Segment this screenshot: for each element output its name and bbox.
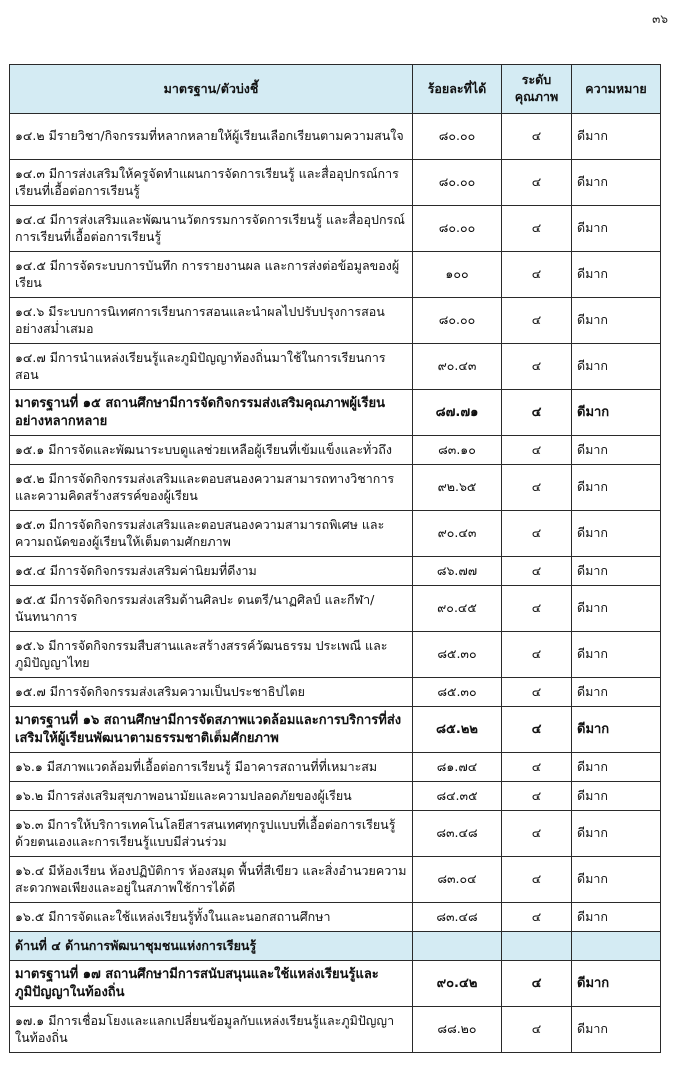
percent-cell: ๘๔.๓๕ [413,782,502,811]
table-row [10,811,661,857]
percent-cell: ๘๕.๓๐ [413,632,502,678]
indicator-cell: มาตรฐานที่ ๑๗ สถานศึกษามีการสนับสนุนและใช้แหล่งเรียนรู้และภูมิปัญญาในท้องถิ่น [10,961,413,1007]
meaning-cell: ดีมาก [572,961,661,1007]
meaning-cell: ดีมาก [572,114,661,160]
table-row [10,511,661,557]
meaning-cell: ดีมาก [572,436,661,465]
header-standard: มาตรฐาน/ตัวบ่งชี้ [10,65,413,114]
level-cell: ๔ [502,811,572,857]
level-cell: ๔ [502,557,572,586]
table-row [10,465,661,511]
level-cell: ๔ [502,632,572,678]
meaning-cell: ดีมาก [572,465,661,511]
level-cell: ๔ [502,465,572,511]
indicator-cell: ๑๖.๑ มีสภาพแวดล้อมที่เอื้อต่อการเรียนรู้ มีอาคารสถานที่ที่เหมาะสม [10,753,413,782]
indicator-cell: ๑๖.๕ มีการจัดและใช้แหล่งเรียนรู้ทั้งในและนอกสถานศึกษา [10,903,413,932]
standard-row [10,390,661,436]
indicator-cell: ๑๔.๗ มีการนำแหล่งเรียนรู้และภูมิปัญญาท้องถิ่นมาใช้ในการเรียนการสอน [10,344,413,390]
level-cell: ๔ [502,1007,572,1053]
level-cell: ๔ [502,252,572,298]
level-cell: ๔ [502,707,572,753]
percent-cell: ๙๒.๖๕ [413,465,502,511]
table-row [10,753,661,782]
table-row [10,1007,661,1053]
percent-cell: ๘๐.๐๐ [413,298,502,344]
header-level: ระดับ คุณภาพ [502,65,572,114]
table-row [10,678,661,707]
table-row [10,857,661,903]
percent-cell: ๘๘.๒๐ [413,1007,502,1053]
indicator-cell: มาตรฐานที่ ๑๖ สถานศึกษามีการจัดสภาพแวดล้อมและการบริการที่ส่งเสริมให้ผู้เรียนพัฒนาตามธรรมชาติเต็มศักยภาพ [10,707,413,753]
indicator-cell: ๑๕.๔ มีการจัดกิจกรรมส่งเสริมค่านิยมที่ดีงาม [10,557,413,586]
percent-cell: ๑๐๐ [413,252,502,298]
indicator-cell: ๑๖.๓ มีการให้บริการเทคโนโลยีสารสนเทศทุกรูปแบบที่เอื้อต่อการเรียนรู้ด้วยตนเองและการเรียนรู้แบบมีส่วนร่วม [10,811,413,857]
indicator-cell: ๑๔.๖ มีระบบการนิเทศการเรียนการสอนและนำผลไปปรับปรุงการสอนอย่างสม่ำเสมอ [10,298,413,344]
indicator-cell: ๑๕.๕ มีการจัดกิจกรรมส่งเสริมด้านศิลปะ ดนตรี/นาฏศิลป์ และกีฬา/นันทนาการ [10,586,413,632]
indicator-cell: ๑๔.๒ มีรายวิชา/กิจกรรมที่หลากหลายให้ผู้เรียนเลือกเรียนตามความสนใจ [10,114,413,160]
meaning-cell: ดีมาก [572,782,661,811]
level-cell: ๔ [502,206,572,252]
level-cell: ๔ [502,298,572,344]
table-row [10,586,661,632]
meaning-cell: ดีมาก [572,707,661,753]
percent-cell: ๙๐.๔๕ [413,586,502,632]
meaning-cell: ดีมาก [572,1007,661,1053]
meaning-cell: ดีมาก [572,903,661,932]
percent-cell: ๘๓.๔๘ [413,903,502,932]
table-row [10,782,661,811]
percent-cell: ๙๐.๔๓ [413,344,502,390]
level-cell: ๔ [502,857,572,903]
standard-row [10,961,661,1007]
table-row [10,632,661,678]
level-cell: ๔ [502,436,572,465]
level-cell: ๔ [502,586,572,632]
standard-row [10,707,661,753]
percent-cell: ๘๕.๓๐ [413,678,502,707]
indicator-cell: มาตรฐานที่ ๑๕ สถานศึกษามีการจัดกิจกรรมส่งเสริมคุณภาพผู้เรียนอย่างหลากหลาย [10,390,413,436]
meaning-cell: ดีมาก [572,206,661,252]
percent-cell: ๘๕.๒๒ [413,707,502,753]
indicator-cell: ๑๔.๔ มีการส่งเสริมและพัฒนานวัตกรรมการจัดการเรียนรู้ และสื่ออุปกรณ์การเรียนที่เอื้อต่อการเรียนรู้ [10,206,413,252]
meaning-cell: ดีมาก [572,678,661,707]
percent-cell: ๘๐.๐๐ [413,160,502,206]
meaning-cell: ดีมาก [572,857,661,903]
percent-cell [413,932,502,961]
meaning-cell: ดีมาก [572,344,661,390]
level-cell: ๔ [502,961,572,1007]
meaning-cell: ดีมาก [572,390,661,436]
table-body [10,114,661,1053]
table-row [10,436,661,465]
percent-cell: ๘๖.๗๗ [413,557,502,586]
indicator-cell: ๑๕.๓ มีการจัดกิจกรรมส่งเสริมและตอบสนองความสามารถพิเศษ และความถนัดของผู้เรียนให้เต็มตามศักยภาพ [10,511,413,557]
indicator-cell: ๑๔.๓ มีการส่งเสริมให้ครูจัดทำแผนการจัดการเรียนรู้ และสื่ออุปกรณ์การเรียนที่เอื้อต่อการเรียนรู้ [10,160,413,206]
standards-table [9,64,661,1053]
table-row [10,903,661,932]
meaning-cell: ดีมาก [572,557,661,586]
percent-cell: ๘๓.๑๐ [413,436,502,465]
indicator-cell: ๑๖.๔ มีห้องเรียน ห้องปฏิบัติการ ห้องสมุด พื้นที่สีเขียว และสิ่งอำนวยความสะดวกพอเพียงและอยู่ในสภาพใช้การได้ดี [10,857,413,903]
indicator-cell: ๑๔.๕ มีการจัดระบบการบันทึก การรายงานผล และการส่งต่อข้อมูลของผู้เรียน [10,252,413,298]
page-number: ๓๖ [652,12,668,26]
percent-cell: ๘๑.๗๔ [413,753,502,782]
meaning-cell: ดีมาก [572,511,661,557]
table-row [10,206,661,252]
percent-cell: ๙๐.๔๓ [413,511,502,557]
meaning-cell: ดีมาก [572,586,661,632]
aspect-row [10,932,661,961]
indicator-cell: ๑๕.๒ มีการจัดกิจกรรมส่งเสริมและตอบสนองความสามารถทางวิชาการและความคิดสร้างสรรค์ของผู้เรียน [10,465,413,511]
percent-cell: ๘๓.๔๘ [413,811,502,857]
level-cell: ๔ [502,114,572,160]
level-cell: ๔ [502,390,572,436]
meaning-cell: ดีมาก [572,811,661,857]
percent-cell: ๙๐.๔๒ [413,961,502,1007]
level-cell: ๔ [502,753,572,782]
table-row [10,252,661,298]
table-row [10,114,661,160]
level-cell: ๔ [502,160,572,206]
table-row [10,557,661,586]
meaning-cell: ดีมาก [572,298,661,344]
indicator-cell: ๑๕.๗ มีการจัดกิจกรรมส่งเสริมความเป็นประชาธิปไตย [10,678,413,707]
percent-cell: ๘๗.๗๑ [413,390,502,436]
percent-cell: ๘๐.๐๐ [413,206,502,252]
percent-cell: ๘๓.๐๔ [413,857,502,903]
level-cell: ๔ [502,782,572,811]
indicator-cell: ๑๕.๑ มีการจัดและพัฒนาระบบดูแลช่วยเหลือผู้เรียนที่เข้มแข็งและทั่วถึง [10,436,413,465]
indicator-cell: ๑๕.๖ มีการจัดกิจกรรมสืบสานและสร้างสรรค์วัฒนธรรม ประเพณี และภูมิปัญญาไทย [10,632,413,678]
indicator-cell: ๑๗.๑ มีการเชื่อมโยงและแลกเปลี่ยนข้อมูลกับแหล่งเรียนรู้และภูมิปัญญาในท้องถิ่น [10,1007,413,1053]
level-cell: ๔ [502,344,572,390]
level-cell [502,932,572,961]
level-cell: ๔ [502,903,572,932]
table-header-row [10,65,661,114]
table-row [10,298,661,344]
level-cell: ๔ [502,511,572,557]
indicator-cell: ๑๖.๒ มีการส่งเสริมสุขภาพอนามัยและความปลอดภัยของผู้เรียน [10,782,413,811]
meaning-cell: ดีมาก [572,160,661,206]
indicator-cell: ด้านที่ ๔ ด้านการพัฒนาชุมชนแห่งการเรียนรู้ [10,932,413,961]
table-row [10,344,661,390]
percent-cell: ๘๐.๐๐ [413,114,502,160]
meaning-cell: ดีมาก [572,252,661,298]
meaning-cell: ดีมาก [572,632,661,678]
meaning-cell: ดีมาก [572,753,661,782]
level-cell: ๔ [502,678,572,707]
header-percent: ร้อยละที่ได้ [413,65,502,114]
table-row [10,160,661,206]
header-meaning: ความหมาย [572,65,661,114]
meaning-cell [572,932,661,961]
